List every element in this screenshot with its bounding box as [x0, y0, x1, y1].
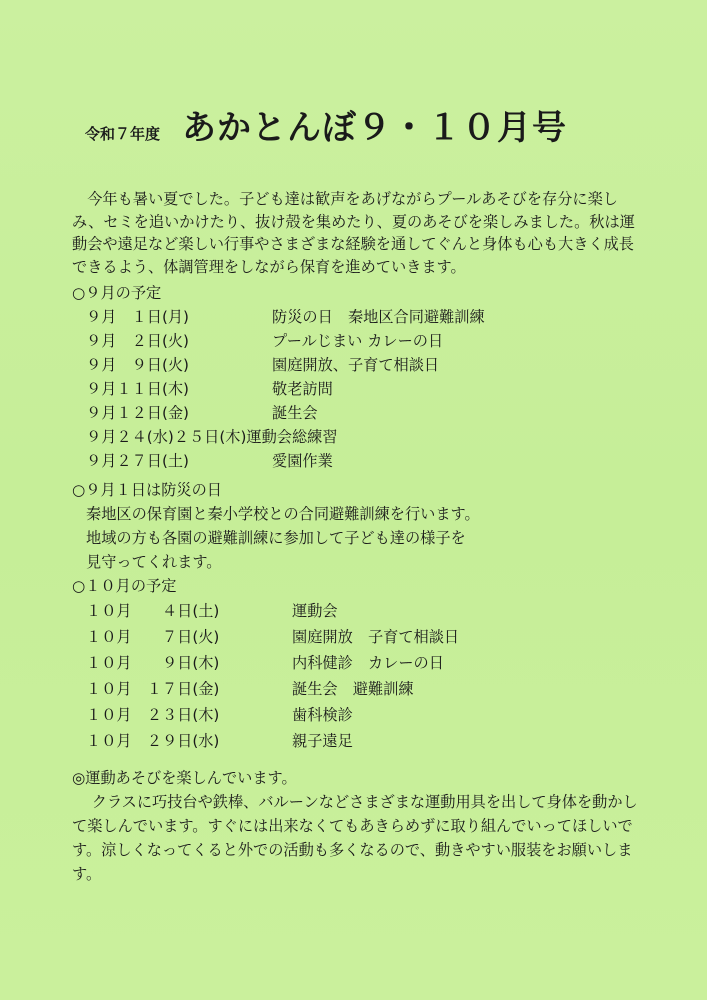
schedule-date: ９月２４(水)２５日(木) — [86, 428, 247, 446]
exercise-heading: ◎運動あそびを楽しんでいます。 — [72, 769, 297, 787]
schedule-date: ９月 ９日(火) — [86, 356, 189, 374]
schedule-date: １０月 ２９日(水) — [86, 732, 220, 750]
text-line: 見守ってくれます。 — [86, 553, 222, 571]
schedule-event: 内科健診 カレーの日 — [292, 654, 444, 672]
schedule-event: 園庭開放 子育て相談日 — [292, 628, 460, 646]
schedule-row — [72, 598, 662, 624]
schedule-date: ９月２７日(土) — [86, 452, 189, 470]
schedule-event: 防災の日 秦地区合同避難訓練 — [272, 308, 485, 326]
schedule-date: １０月 ４日(土) — [86, 602, 220, 620]
schedule-row — [72, 425, 662, 449]
schedule-event: 運動会総練習 — [246, 428, 338, 446]
october-heading: ○１０月の予定 — [72, 577, 177, 595]
schedule-event: 親子遠足 — [292, 732, 353, 750]
schedule-event: 誕生会 避難訓練 — [292, 680, 414, 698]
schedule-date: ９月 １日(月) — [86, 308, 189, 326]
schedule-event: 運動会 — [292, 602, 338, 620]
schedule-row — [72, 353, 662, 377]
era-label: 令和７年度 — [85, 125, 161, 143]
schedule-date: １０月 ９日(木) — [86, 654, 220, 672]
schedule-row — [72, 449, 662, 473]
text-line: 秦地区の保育園と秦小学校との合同避難訓練を行います。 — [86, 505, 480, 523]
schedule-date: １０月 １７日(金) — [86, 680, 220, 698]
schedule-event: プールじまい カレーの日 — [272, 332, 444, 350]
schedule-event: 敬老訪問 — [272, 380, 333, 398]
schedule-row — [72, 728, 662, 754]
schedule-row — [72, 305, 662, 329]
schedule-event: 園庭開放、子育て相談日 — [272, 356, 440, 374]
intro-paragraph: 今年も暑い夏でした。子ども達は歓声をあげながらプールあそびを存分に楽しみ、セミを追いかけたり、抜け殻を集めたり、夏のあそびを楽しみました。秋は運動会や遠足など楽しい行事やさまざまな経験を通してぐんと身体も心も大きく成長できるよう、体調管理をしながら保育を進めていきます。 — [72, 190, 635, 276]
title-row — [85, 100, 567, 149]
schedule-date: １０月 ７日(火) — [86, 628, 220, 646]
schedule-date: ９月 ２日(火) — [86, 332, 189, 350]
schedule-row — [72, 702, 662, 728]
schedule-date: ９月１１日(木) — [86, 380, 189, 398]
september-heading: ○９月の予定 — [72, 284, 162, 302]
schedule-date: １０月 ２３日(木) — [86, 706, 220, 724]
disaster-day-text — [72, 502, 662, 574]
disaster-day-section — [72, 479, 662, 574]
schedule-row — [72, 377, 662, 401]
schedule-row — [72, 329, 662, 353]
october-schedule — [72, 575, 662, 754]
schedule-event: 歯科検診 — [292, 706, 353, 724]
newsletter-title: あかとんぼ９・１０月号 — [182, 108, 568, 148]
schedule-row — [72, 624, 662, 650]
text-line: 地域の方も各園の避難訓練に参加して子ども達の様子を — [86, 529, 466, 547]
schedule-row — [72, 650, 662, 676]
schedule-date: ９月１２日(金) — [86, 404, 189, 422]
exercise-text: クラスに巧技台や鉄棒、バルーンなどさまざまな運動用具を出して身体を動かして楽しんでいます。すぐには出来なくてもあきらめずに取り組んでいってほしいです。涼しくなってくると外での活動も多くなるので、動きやすい服装をお願いします。 — [72, 793, 638, 883]
schedule-row — [72, 676, 662, 702]
schedule-event: 誕生会 — [272, 404, 318, 422]
september-schedule — [72, 282, 662, 473]
schedule-row — [72, 401, 662, 425]
disaster-day-heading: ○９月１日は防災の日 — [72, 481, 222, 499]
schedule-event: 愛園作業 — [272, 452, 333, 470]
exercise-section — [72, 767, 662, 886]
